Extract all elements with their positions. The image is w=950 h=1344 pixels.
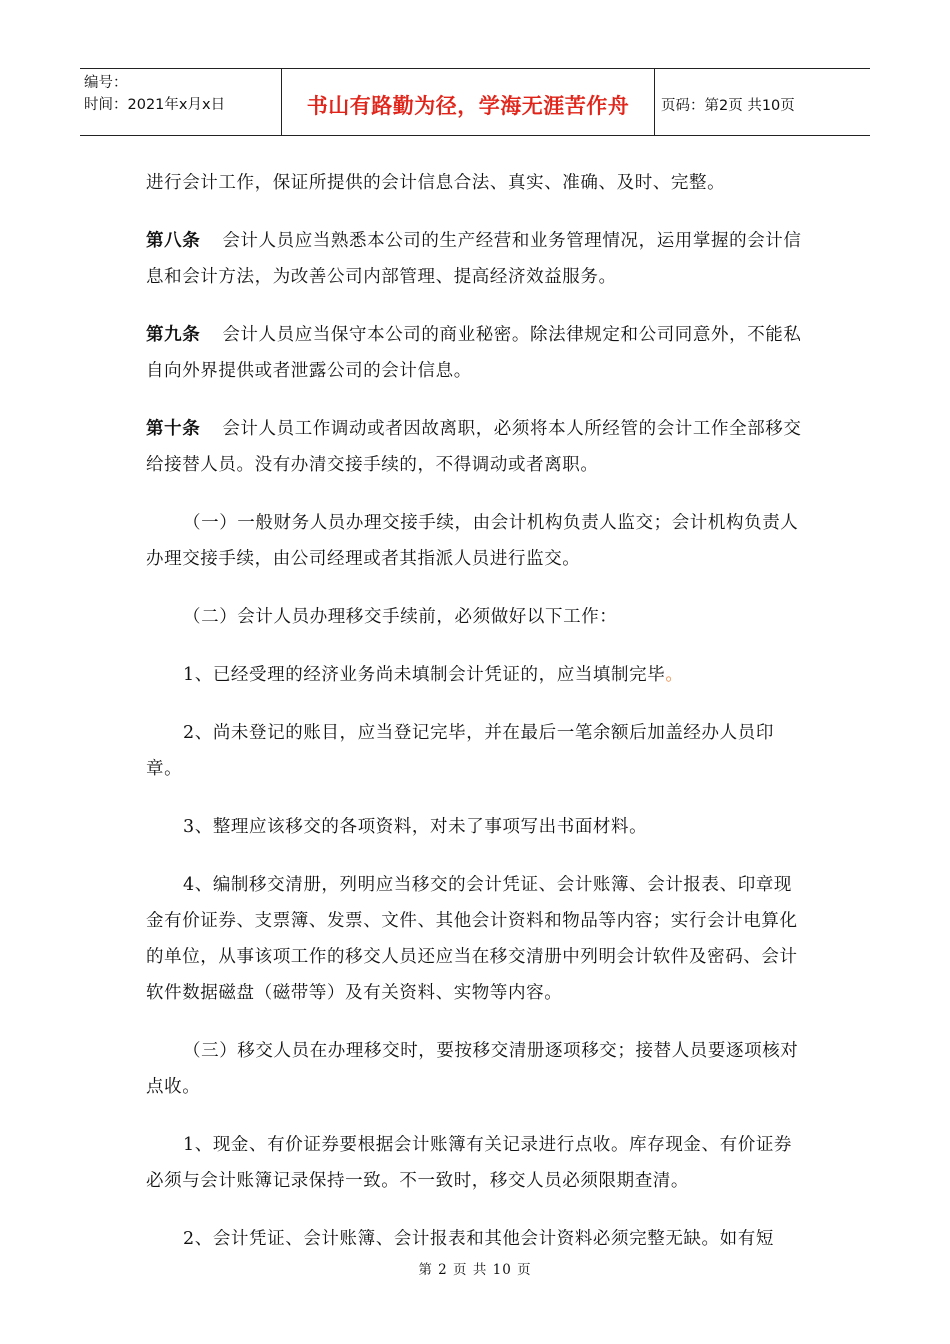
period-mark: 。 [665, 665, 684, 685]
header-page-cell [655, 69, 870, 135]
article-title: 第八条 [146, 231, 201, 251]
clause-2: （二）会计人员办理移交手续前，必须做好以下工作： [183, 607, 618, 627]
clause-3: （三）移交人员在办理移交时，要按移交清册逐项移交；接替人员要逐项核对点收。 [146, 1041, 799, 1097]
article-10 [146, 411, 808, 483]
page-label: 页码：第2页 共10页 [661, 97, 795, 114]
article-8 [146, 223, 808, 295]
article-title: 第十条 [146, 419, 201, 439]
list-item: 4、编制移交清册，列明应当移交的会计凭证、会计账簿、会计报表、印章现金有价证券、支票簿、发票、文件、其他会计资料和物品等内容；实行会计电算化的单位，从事该项工作的移交人员还应当在移交清册中列明会计软件及密码、会计软件数据磁盘（磁带等）及有关资料、实物等内容。 [146, 875, 798, 1003]
list-item: 3、整理应该移交的各项资料，对未了事项写出书面材料。 [183, 817, 648, 837]
page-header [80, 68, 870, 136]
list-item: 1、现金、有价证券要根据会计账簿有关记录进行点收。库存现金、有价证券必须与会计账簿记录保持一致。不一致时，移交人员必须限期查清。 [146, 1135, 793, 1191]
motto-text: 书山有路勤为径，学海无涯苦作舟 [306, 94, 630, 118]
document-body [146, 165, 808, 1257]
article-text: 会计人员应当保守本公司的商业秘密。除法律规定和公司同意外，不能私自向外界提供或者泄露公司的会计信息。 [146, 325, 802, 381]
header-motto-cell [282, 69, 655, 135]
article-title: 第九条 [146, 325, 201, 345]
clause-1: （一）一般财务人员办理交接手续，由会计机构负责人监交；会计机构负责人办理交接手续，由公司经理或者其指派人员进行监交。 [146, 513, 799, 569]
list-item: 2、会计凭证、会计账簿、会计报表和其他会计资料必须完整无缺。如有短 [183, 1229, 774, 1249]
header-meta-cell [80, 69, 282, 135]
list-item [146, 657, 808, 693]
number-label: 编号： [84, 75, 128, 91]
time-label: 时间：2021年x月x日 [84, 97, 226, 113]
page-footer: 第 2 页 共 10 页 [418, 1262, 532, 1278]
article-9 [146, 317, 808, 389]
article-text: 会计人员工作调动或者因故离职，必须将本人所经管的会计工作全部移交给接替人员。没有办清交接手续的，不得调动或者离职。 [146, 419, 802, 475]
article-text: 会计人员应当熟悉本公司的生产经营和业务管理情况，运用掌握的会计信息和会计方法，为改善公司内部管理、提高经济效益服务。 [146, 231, 802, 287]
list-item: 2、尚未登记的账目，应当登记完毕，并在最后一笔余额后加盖经办人员印章。 [146, 723, 774, 779]
paragraph: 进行会计工作，保证所提供的会计信息合法、真实、准确、及时、完整。 [146, 173, 726, 193]
list-item-text: 1、已经受理的经济业务尚未填制会计凭证的，应当填制完毕 [183, 665, 666, 685]
